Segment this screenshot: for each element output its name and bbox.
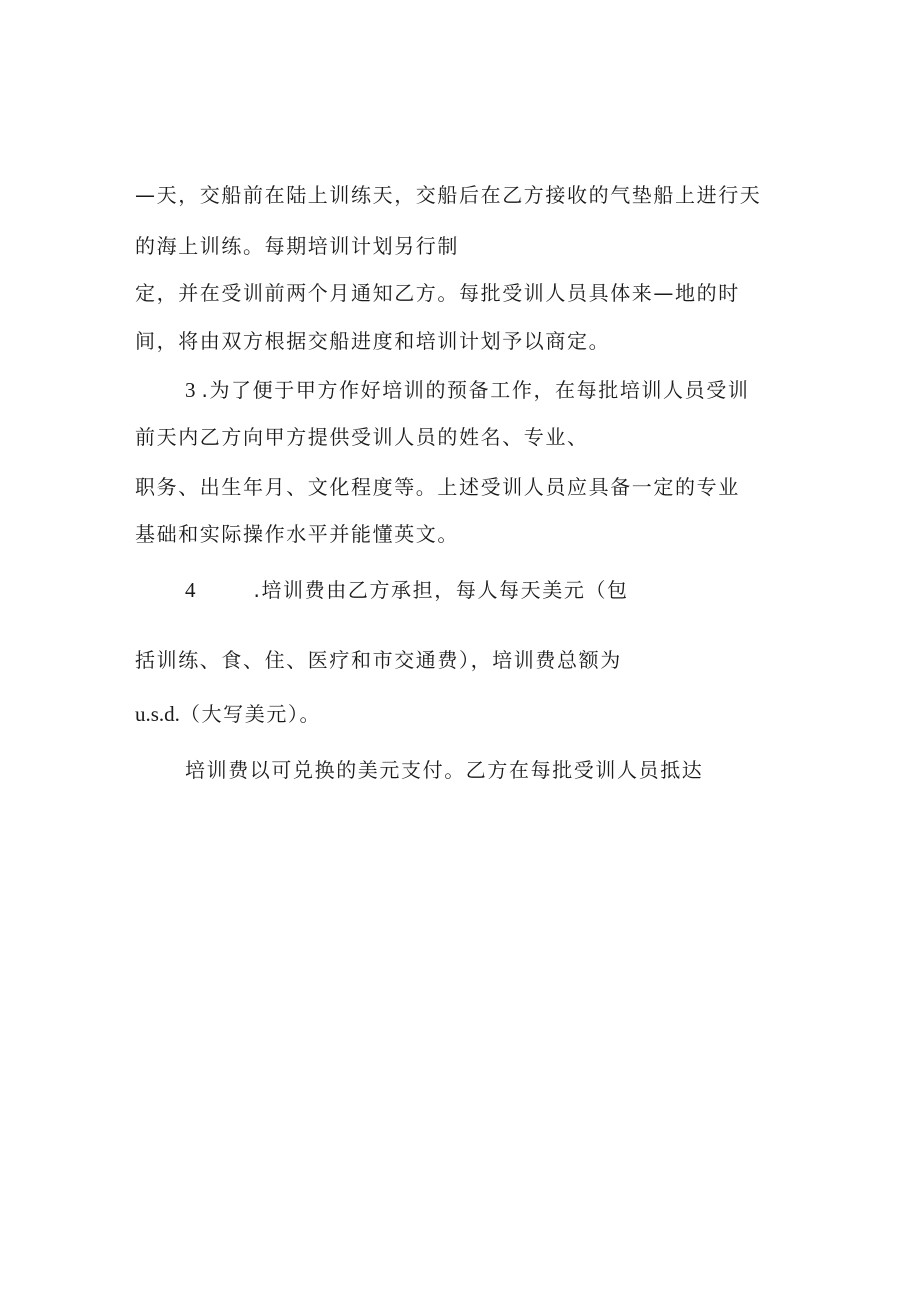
list-item-text: .培训费由乙方承担，每人每天美元（包 xyxy=(253,578,629,602)
paragraph-line: 前天内乙方向甲方提供受训人员的姓名、专业、 xyxy=(135,425,589,449)
paragraph-line: —天，交船前在陆上训练天，交船后在乙方接收的气垫船上进行天 xyxy=(135,183,762,207)
paragraph-line: 间，将由双方根据交船进度和培训计划予以商定。 xyxy=(135,329,611,353)
paragraph-line: 的海上训练。每期培训计划另行制 xyxy=(135,234,459,258)
list-item-3 xyxy=(185,376,749,404)
paragraph-line: 括训练、食、住、医疗和市交通费），培训费总额为 xyxy=(135,648,622,672)
paragraph-line-currency xyxy=(135,700,321,728)
paragraph-line: 定，并在受训前两个月通知乙方。每批受训人员具体来—地的时 xyxy=(135,281,740,305)
paragraph-line: 职务、出生年月、文化程度等。上述受训人员应具备一定的专业 xyxy=(135,475,740,499)
list-item-text: .为了便于甲方作好培训的预备工作，在每批培训人员受训 xyxy=(201,378,750,402)
list-item-number: 3 xyxy=(185,378,196,402)
paragraph-line: 基础和实际操作水平并能懂英文。 xyxy=(135,522,459,546)
currency-code: u.s.d. xyxy=(135,702,180,726)
currency-note: （大写美元）。 xyxy=(179,702,322,726)
list-item-4 xyxy=(185,576,629,604)
paragraph-line: 培训费以可兑换的美元支付。乙方在每批受训人员抵达 xyxy=(185,758,704,782)
list-item-number: 4 xyxy=(185,578,196,602)
